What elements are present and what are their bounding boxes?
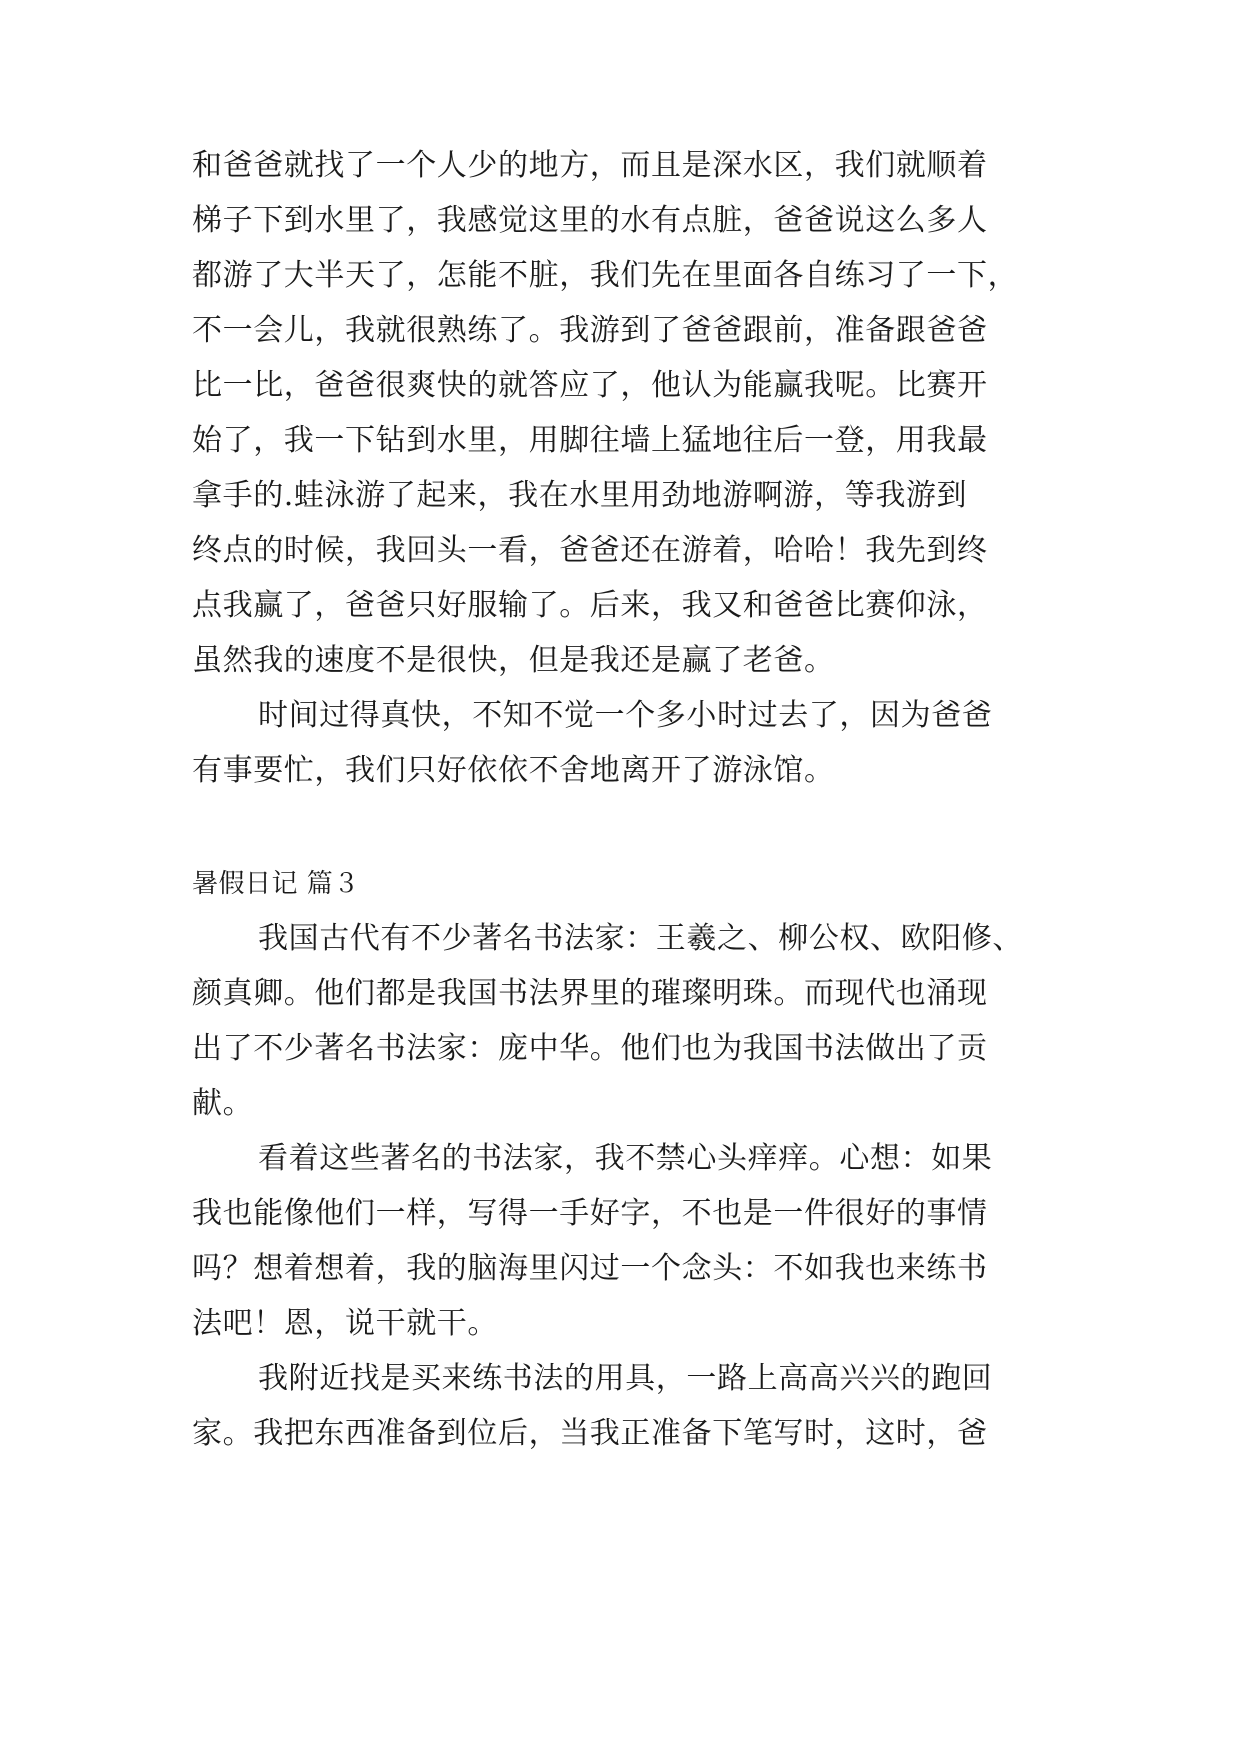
text-line: 献。	[192, 1086, 254, 1121]
text-line: 终点的时候，我回头一看，爸爸还在游着，哈哈！我先到终	[192, 533, 988, 568]
text-line: 家。我把东西准备到位后，当我正准备下笔写时，这时，爸	[192, 1416, 988, 1451]
text-line: 始了，我一下钻到水里，用脚往墙上猛地往后一登，用我最	[192, 423, 988, 458]
text-line: 法吧！恩，说干就干。	[192, 1306, 498, 1341]
text-line: 和爸爸就找了一个人少的地方，而且是深水区，我们就顺着	[192, 148, 988, 183]
text-line: 我也能像他们一样，写得一手好字，不也是一件很好的事情	[192, 1196, 988, 1231]
text-line: 点我赢了，爸爸只好服输了。后来，我又和爸爸比赛仰泳，	[192, 588, 988, 623]
text-line: 看着这些著名的书法家，我不禁心头痒痒。心想：如果	[258, 1141, 993, 1176]
text-line: 不一会儿，我就很熟练了。我游到了爸爸跟前，准备跟爸爸	[192, 313, 988, 348]
text-line: 我附近找是买来练书法的用具，一路上高高兴兴的跑回	[258, 1361, 993, 1396]
text-line: 出了不少著名书法家：庞中华。他们也为我国书法做出了贡	[192, 1031, 988, 1066]
text-line: 我国古代有不少著名书法家：王羲之、柳公权、欧阳修、	[258, 921, 1023, 956]
text-line: 都游了大半天了，怎能不脏，我们先在里面各自练习了一下，	[192, 258, 1019, 293]
text-line: 有事要忙，我们只好依依不舍地离开了游泳馆。	[192, 753, 835, 788]
text-line: 比一比，爸爸很爽快的就答应了，他认为能赢我呢。比赛开	[192, 368, 988, 403]
text-line: 颜真卿。他们都是我国书法界里的璀璨明珠。而现代也涌现	[192, 976, 988, 1011]
text-line: 时间过得真快，不知不觉一个多小时过去了，因为爸爸	[258, 698, 993, 733]
text-line: 拿手的.蛙泳游了起来，我在水里用劲地游啊游，等我游到	[192, 478, 968, 513]
text-line: 虽然我的速度不是很快，但是我还是赢了老爸。	[192, 643, 835, 678]
section-title: 暑假日记 篇３	[192, 869, 360, 899]
text-line: 吗？想着想着，我的脑海里闪过一个念头：不如我也来练书	[192, 1251, 988, 1286]
text-line: 梯子下到水里了，我感觉这里的水有点脏，爸爸说这么多人	[192, 203, 988, 238]
